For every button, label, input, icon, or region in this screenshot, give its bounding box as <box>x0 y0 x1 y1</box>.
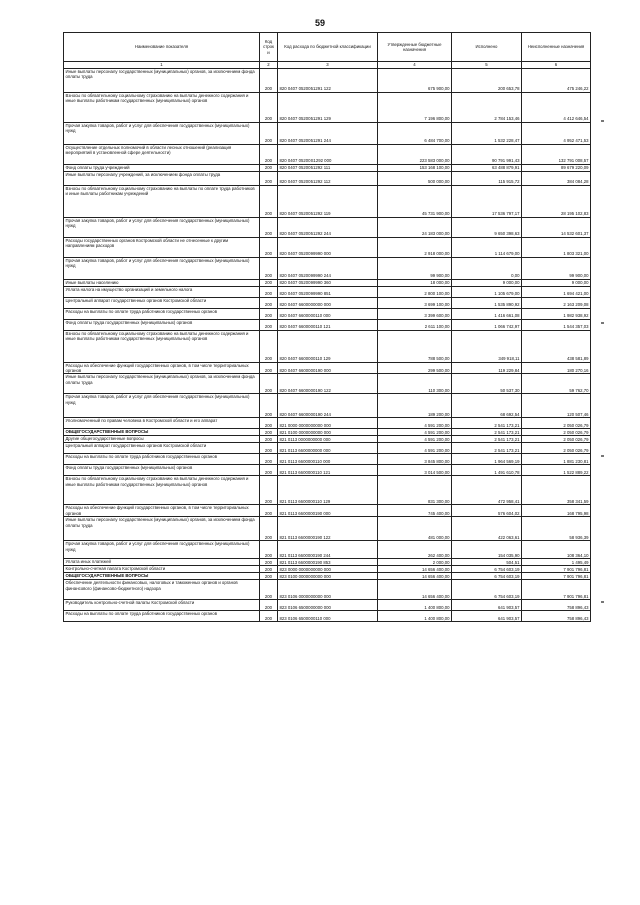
table-row <box>64 308 591 319</box>
table-row <box>64 319 591 330</box>
cell-cls: 820 0407 6600000190 244 <box>278 394 378 418</box>
table-row <box>64 237 591 257</box>
cell-name: Прочая закупка товаров, работ и услуг для обеспечения государственных (муниципальных) нужд <box>64 394 260 418</box>
cell-unexecuted: 59 762,70 <box>522 374 591 394</box>
cell-cls: 823 0106 6500000000 000 <box>278 600 378 611</box>
cell-unexecuted: 120 507,46 <box>522 394 591 418</box>
cell-executed: 641 903,57 <box>452 611 522 622</box>
cell-unexecuted: 1 694 421,00 <box>522 286 591 297</box>
cell-name: Иные выплаты персоналу государственных (муниципальных) органов, за исключением фонда оплаты труда <box>64 374 260 394</box>
cell-unexecuted: 1 803 321,00 <box>522 237 591 257</box>
cell-approved: 788 500,00 <box>378 330 452 362</box>
cell-approved: 2 611 100,00 <box>378 319 452 330</box>
cell-unexecuted: 2 050 026,79 <box>522 436 591 443</box>
cell-approved: 1 400 800,00 <box>378 600 452 611</box>
column-number: 4 <box>378 62 452 69</box>
cell-name: Руководитель контрольно-счетной палаты Костромской области <box>64 600 260 611</box>
cell-unexecuted: 1 495,49 <box>522 559 591 566</box>
cell-approved: 189 200,00 <box>378 394 452 418</box>
cell-cls: 821 0113 6600000190 000 <box>278 505 378 517</box>
cell-approved: 500 000,00 <box>378 171 452 185</box>
cell-cls: 820 0407 6600000110 121 <box>278 319 378 330</box>
cell-approved: 24 183 000,00 <box>378 217 452 237</box>
cell-name: Фонд оплаты труда учреждений <box>64 164 260 171</box>
cell-cls: 823 0100 0000000000 000 <box>278 573 378 580</box>
cell-code: 200 <box>260 144 278 164</box>
cell-approved: 745 400,00 <box>378 505 452 517</box>
cell-cls: 820 0407 0520099990 851 <box>278 286 378 297</box>
cell-cls: 820 0407 0520099990 000 <box>278 237 378 257</box>
cell-cls: 820 0407 6600000190 000 <box>278 362 378 374</box>
table-row <box>64 541 591 559</box>
cell-name: Уплата иных платежей <box>64 559 260 566</box>
cell-cls: 823 0000 0000000000 000 <box>278 566 378 573</box>
cell-unexecuted: 28 195 102,83 <box>522 185 591 217</box>
cell-name: Прочая закупка товаров, работ и услуг для обеспечения государственных (муниципальных) нужд <box>64 217 260 237</box>
cell-name: Расходы на обеспечение функций государственных органов, в том числе территориальных органов <box>64 505 260 517</box>
cell-name: Иные выплаты персоналу государственных (муниципальных) органов, за исключением фонда оплаты труда <box>64 517 260 541</box>
cell-executed: 68 692,54 <box>452 394 522 418</box>
cell-executed: 90 791 991,43 <box>452 144 522 164</box>
cell-cls: 820 0407 0520099990 360 <box>278 279 378 286</box>
cell-executed: 1 416 661,08 <box>452 308 522 319</box>
cell-code: 200 <box>260 443 278 454</box>
table-row <box>64 330 591 362</box>
cell-unexecuted: 1 522 889,22 <box>522 465 591 476</box>
cell-approved: 7 196 800,00 <box>378 92 452 122</box>
cell-cls: 820 0407 0520051292 111 <box>278 164 378 171</box>
cell-name: Фонд оплаты труда государственных (муниципальных) органов <box>64 465 260 476</box>
table-row <box>64 566 591 573</box>
table-row <box>64 454 591 465</box>
table-row <box>64 559 591 566</box>
cell-code: 200 <box>260 374 278 394</box>
cell-name: Обеспечение деятельности финансовых, налоговых и таможенных органов и органов финансового (финансово-бюджетного) надзора <box>64 580 260 600</box>
cell-code: 200 <box>260 297 278 308</box>
table-row <box>64 362 591 374</box>
column-number: 3 <box>278 62 378 69</box>
cell-approved: 262 400,00 <box>378 541 452 559</box>
table-row <box>64 185 591 217</box>
header-unexecuted: Неисполненные назначения <box>522 33 591 62</box>
cell-executed: 119 229,84 <box>452 362 522 374</box>
table-row <box>64 286 591 297</box>
cell-name: Контрольно-счетная палата Костромской области <box>64 566 260 573</box>
cell-code: 200 <box>260 517 278 541</box>
cell-approved: 4 591 200,00 <box>378 429 452 436</box>
cell-approved: 99 900,00 <box>378 257 452 279</box>
cell-name: Расходы на выплаты по оплате труда работников государственных органов <box>64 308 260 319</box>
cell-approved: 675 900,00 <box>378 68 452 92</box>
scan-mark <box>601 322 604 324</box>
table-row <box>64 217 591 237</box>
cell-approved: 481 000,00 <box>378 517 452 541</box>
cell-cls: 820 0407 6600000000 000 <box>278 297 378 308</box>
cell-executed: 2 541 173,21 <box>452 443 522 454</box>
header-indicator-name: Наименование показателя <box>64 33 260 62</box>
cell-unexecuted: 7 901 796,81 <box>522 573 591 580</box>
cell-executed: 1 532 228,47 <box>452 122 522 144</box>
cell-code: 200 <box>260 330 278 362</box>
table-row <box>64 122 591 144</box>
cell-cls: 823 0106 0000000000 000 <box>278 580 378 600</box>
header-approved: Утвержденные бюджетные назначения <box>378 33 452 62</box>
cell-executed: 154 035,90 <box>452 541 522 559</box>
cell-name: Расходы на выплаты по оплате труда работников государственных органов <box>64 611 260 622</box>
cell-name: Иные выплаты персоналу учреждений, за исключением фонда оплаты труда <box>64 171 260 185</box>
cell-executed: 349 918,11 <box>452 330 522 362</box>
cell-cls: 821 0100 0000000000 000 <box>278 429 378 436</box>
cell-cls: 821 0113 6600000190 122 <box>278 517 378 541</box>
scan-mark <box>601 601 604 603</box>
cell-executed: 9 000,00 <box>452 279 522 286</box>
cell-unexecuted: 132 791 008,57 <box>522 144 591 164</box>
cell-code: 200 <box>260 92 278 122</box>
table-row <box>64 279 591 286</box>
cell-code: 200 <box>260 319 278 330</box>
cell-approved: 299 500,00 <box>378 362 452 374</box>
cell-approved: 2 918 000,00 <box>378 237 452 257</box>
cell-code: 200 <box>260 566 278 573</box>
cell-executed: 17 536 797,17 <box>452 185 522 217</box>
cell-unexecuted: 1 544 357,03 <box>522 319 591 330</box>
table-row <box>64 164 591 171</box>
table-row <box>64 573 591 580</box>
cell-executed: 6 754 603,19 <box>452 566 522 573</box>
cell-unexecuted: 14 532 601,37 <box>522 217 591 237</box>
header-executed: Исполнено <box>452 33 522 62</box>
cell-approved: 18 000,00 <box>378 279 452 286</box>
cell-unexecuted: 758 896,43 <box>522 611 591 622</box>
cell-unexecuted: 4 952 471,53 <box>522 122 591 144</box>
table-row <box>64 297 591 308</box>
cell-name: Прочая закупка товаров, работ и услуг для обеспечения государственных (муниципальных) нужд <box>64 122 260 144</box>
cell-approved: 4 591 200,00 <box>378 436 452 443</box>
cell-name: Расходы государственных органов Костромской области не отнесенные к другим направлениям расходов <box>64 237 260 257</box>
cell-unexecuted: 4 412 646,54 <box>522 92 591 122</box>
cell-executed: 1 114 679,00 <box>452 237 522 257</box>
cell-unexecuted: 7 901 796,81 <box>522 566 591 573</box>
cell-approved: 2 800 100,00 <box>378 286 452 297</box>
cell-approved: 1 400 800,00 <box>378 611 452 622</box>
cell-code: 200 <box>260 465 278 476</box>
table-row <box>64 443 591 454</box>
cell-code: 200 <box>260 436 278 443</box>
cell-name: Фонд оплаты труда государственных (муниципальных) органов <box>64 319 260 330</box>
cell-unexecuted: 2 050 026,79 <box>522 443 591 454</box>
table-row <box>64 600 591 611</box>
cell-unexecuted: 89 679 220,09 <box>522 164 591 171</box>
cell-unexecuted: 9 000,00 <box>522 279 591 286</box>
cell-approved: 14 656 400,00 <box>378 573 452 580</box>
cell-approved: 4 591 200,00 <box>378 443 452 454</box>
cell-unexecuted: 108 364,10 <box>522 541 591 559</box>
header-row <box>64 33 591 62</box>
cell-approved: 6 484 700,00 <box>378 122 452 144</box>
cell-code: 200 <box>260 418 278 429</box>
table-row <box>64 580 591 600</box>
table-row <box>64 171 591 185</box>
cell-unexecuted: 2 050 026,79 <box>522 418 591 429</box>
table-row <box>64 517 591 541</box>
cell-unexecuted: 7 901 796,81 <box>522 580 591 600</box>
cell-code: 200 <box>260 217 278 237</box>
cell-code: 200 <box>260 476 278 505</box>
cell-cls: 820 0407 0520099990 244 <box>278 257 378 279</box>
cell-cls: 820 0407 0520051291 122 <box>278 68 378 92</box>
cell-cls: 821 0113 6600000000 000 <box>278 443 378 454</box>
cell-executed: 0,00 <box>452 257 522 279</box>
cell-name: Центральный аппарат государственных органов Костромской области <box>64 297 260 308</box>
cell-approved: 110 300,00 <box>378 374 452 394</box>
cell-cls: 821 0113 6600000110 000 <box>278 454 378 465</box>
cell-name: Расходы на выплаты по оплате труда работников государственных органов <box>64 454 260 465</box>
cell-code: 200 <box>260 68 278 92</box>
cell-unexecuted: 1 982 938,92 <box>522 308 591 319</box>
cell-unexecuted: 168 795,98 <box>522 505 591 517</box>
cell-approved: 2 000,00 <box>378 559 452 566</box>
cell-name: Иные выплаты персоналу государственных (муниципальных) органов, за исключением фонда оплаты труда <box>64 68 260 92</box>
cell-code: 200 <box>260 429 278 436</box>
cell-code: 200 <box>260 541 278 559</box>
cell-executed: 1 105 679,00 <box>452 286 522 297</box>
cell-executed: 2 541 173,21 <box>452 418 522 429</box>
cell-unexecuted: 180 270,16 <box>522 362 591 374</box>
cell-name: Взносы по обязательному социальному страхованию на выплаты денежного содержания и иные выплаты работникам государственных (муниципальных) органов <box>64 92 260 122</box>
cell-name: Уплата налога на имущество организаций и земельного налога <box>64 286 260 297</box>
cell-name: Уполномоченный по правам человека в Костромской области и его аппарат <box>64 418 260 429</box>
cell-name: Прочая закупка товаров, работ и услуг для обеспечения государственных (муниципальных) нужд <box>64 257 260 279</box>
cell-name: ОБЩЕГОСУДАРСТВЕННЫЕ ВОПРОСЫ <box>64 429 260 436</box>
cell-name: Иные выплаты населению <box>64 279 260 286</box>
cell-executed: 2 541 173,21 <box>452 429 522 436</box>
cell-name: Центральный аппарат государственных органов Костромской области <box>64 443 260 454</box>
cell-cls: 820 0407 6600000190 122 <box>278 374 378 394</box>
cell-code: 200 <box>260 185 278 217</box>
cell-cls: 820 0407 0520051291 244 <box>278 122 378 144</box>
cell-approved: 223 583 000,00 <box>378 144 452 164</box>
cell-code: 200 <box>260 257 278 279</box>
scan-mark <box>601 455 604 457</box>
cell-cls: 823 0106 6500000110 000 <box>278 611 378 622</box>
cell-cls: 821 0113 6600000190 853 <box>278 559 378 566</box>
cell-executed: 200 653,78 <box>452 68 522 92</box>
cell-code: 200 <box>260 237 278 257</box>
cell-cls: 820 0407 6600000110 000 <box>278 308 378 319</box>
column-number: 6 <box>522 62 591 69</box>
cell-approved: 831 300,00 <box>378 476 452 505</box>
budget-execution-table <box>63 32 591 622</box>
cell-approved: 14 656 400,00 <box>378 580 452 600</box>
cell-executed: 504,51 <box>452 559 522 566</box>
cell-cls: 821 0113 6600000190 244 <box>278 541 378 559</box>
table-row <box>64 505 591 517</box>
cell-name: Взносы по обязательному социальному страхованию на выплаты денежного содержания и иные выплаты работникам государственных (муниципальных) органов <box>64 330 260 362</box>
table-row <box>64 394 591 418</box>
cell-unexecuted: 358 341,59 <box>522 476 591 505</box>
cell-cls: 820 0407 0520051291 129 <box>278 92 378 122</box>
cell-unexecuted: 475 246,22 <box>522 68 591 92</box>
table-row <box>64 374 591 394</box>
cell-code: 200 <box>260 559 278 566</box>
cell-cls: 820 0407 05200S1292 000 <box>278 144 378 164</box>
cell-code: 200 <box>260 286 278 297</box>
table-body <box>64 68 591 622</box>
cell-unexecuted: 99 900,00 <box>522 257 591 279</box>
table-row <box>64 436 591 443</box>
cell-approved: 14 656 400,00 <box>378 566 452 573</box>
cell-approved: 3 699 100,00 <box>378 297 452 308</box>
cell-executed: 1 535 890,92 <box>452 297 522 308</box>
cell-cls: 821 0113 6600000110 129 <box>278 476 378 505</box>
cell-executed: 1 066 742,97 <box>452 319 522 330</box>
table-row <box>64 429 591 436</box>
column-number: 5 <box>452 62 522 69</box>
cell-executed: 63 488 879,91 <box>452 164 522 171</box>
cell-cls: 820 0407 0520051292 119 <box>278 185 378 217</box>
header-classification-code: Код расхода по бюджетной классификации <box>278 33 378 62</box>
cell-unexecuted: 1 881 230,81 <box>522 454 591 465</box>
cell-cls: 820 0407 6600000110 129 <box>278 330 378 362</box>
cell-name: Расходы на обеспечение функций государственных органов, в том числе территориальных органов <box>64 362 260 374</box>
cell-cls: 820 0407 0520051292 244 <box>278 217 378 237</box>
cell-code: 200 <box>260 279 278 286</box>
cell-name: Прочая закупка товаров, работ и услуг для обеспечения государственных (муниципальных) нужд <box>64 541 260 559</box>
cell-unexecuted: 2 163 209,08 <box>522 297 591 308</box>
cell-executed: 472 958,41 <box>452 476 522 505</box>
cell-code: 200 <box>260 580 278 600</box>
cell-name: Другие общегосударственные вопросы <box>64 436 260 443</box>
cell-cls: 820 0407 0520051292 112 <box>278 171 378 185</box>
table-row <box>64 418 591 429</box>
table-row <box>64 611 591 622</box>
cell-executed: 50 537,30 <box>452 374 522 394</box>
cell-executed: 422 063,61 <box>452 517 522 541</box>
cell-unexecuted: 2 050 026,79 <box>522 429 591 436</box>
cell-unexecuted: 384 084,28 <box>522 171 591 185</box>
cell-executed: 9 650 398,63 <box>452 217 522 237</box>
cell-code: 200 <box>260 122 278 144</box>
column-number: 1 <box>64 62 260 69</box>
cell-code: 200 <box>260 505 278 517</box>
cell-name: ОБЩЕГОСУДАРСТВЕННЫЕ ВОПРОСЫ <box>64 573 260 580</box>
cell-name: Взносы по обязательному социальному страхованию на выплаты денежного содержания и иные выплаты работникам государственных (муниципальных) органов <box>64 476 260 505</box>
scan-mark <box>601 120 604 122</box>
cell-cls: 821 0113 0000000000 000 <box>278 436 378 443</box>
cell-executed: 6 754 603,19 <box>452 573 522 580</box>
cell-code: 200 <box>260 454 278 465</box>
cell-code: 200 <box>260 611 278 622</box>
cell-cls: 821 0113 6600000110 121 <box>278 465 378 476</box>
cell-approved: 153 168 100,00 <box>378 164 452 171</box>
cell-executed: 1 491 610,78 <box>452 465 522 476</box>
cell-code: 200 <box>260 600 278 611</box>
cell-code: 200 <box>260 308 278 319</box>
cell-approved: 3 845 800,00 <box>378 454 452 465</box>
page-number: 59 <box>314 18 325 28</box>
cell-name: Взносы по обязательному социальному страхованию на выплаты по оплате труда работников и иные выплаты работникам учреждений <box>64 185 260 217</box>
cell-executed: 641 903,57 <box>452 600 522 611</box>
cell-approved: 4 591 200,00 <box>378 418 452 429</box>
cell-executed: 2 541 173,21 <box>452 436 522 443</box>
cell-executed: 6 754 603,19 <box>452 580 522 600</box>
table-row <box>64 465 591 476</box>
cell-approved: 45 731 900,00 <box>378 185 452 217</box>
cell-code: 200 <box>260 164 278 171</box>
cell-executed: 2 784 153,46 <box>452 92 522 122</box>
cell-executed: 1 964 569,19 <box>452 454 522 465</box>
cell-code: 200 <box>260 573 278 580</box>
table-row <box>64 257 591 279</box>
table-row <box>64 144 591 164</box>
cell-unexecuted: 758 896,43 <box>522 600 591 611</box>
cell-unexecuted: 438 581,89 <box>522 330 591 362</box>
cell-code: 200 <box>260 171 278 185</box>
cell-approved: 3 014 500,00 <box>378 465 452 476</box>
cell-executed: 115 915,72 <box>452 171 522 185</box>
table-row <box>64 68 591 92</box>
cell-executed: 576 604,02 <box>452 505 522 517</box>
cell-cls: 821 0000 0000000000 000 <box>278 418 378 429</box>
cell-unexecuted: 58 936,39 <box>522 517 591 541</box>
cell-code: 200 <box>260 394 278 418</box>
cell-approved: 3 399 600,00 <box>378 308 452 319</box>
header-row-code: Код строк и <box>260 33 278 62</box>
cell-code: 200 <box>260 362 278 374</box>
table-row <box>64 476 591 505</box>
table-row <box>64 92 591 122</box>
column-number: 2 <box>260 62 278 69</box>
cell-name: Осуществление отдельных полномочий в области лесных отношений (реализация мероприятий в установленной сфере деятельности) <box>64 144 260 164</box>
